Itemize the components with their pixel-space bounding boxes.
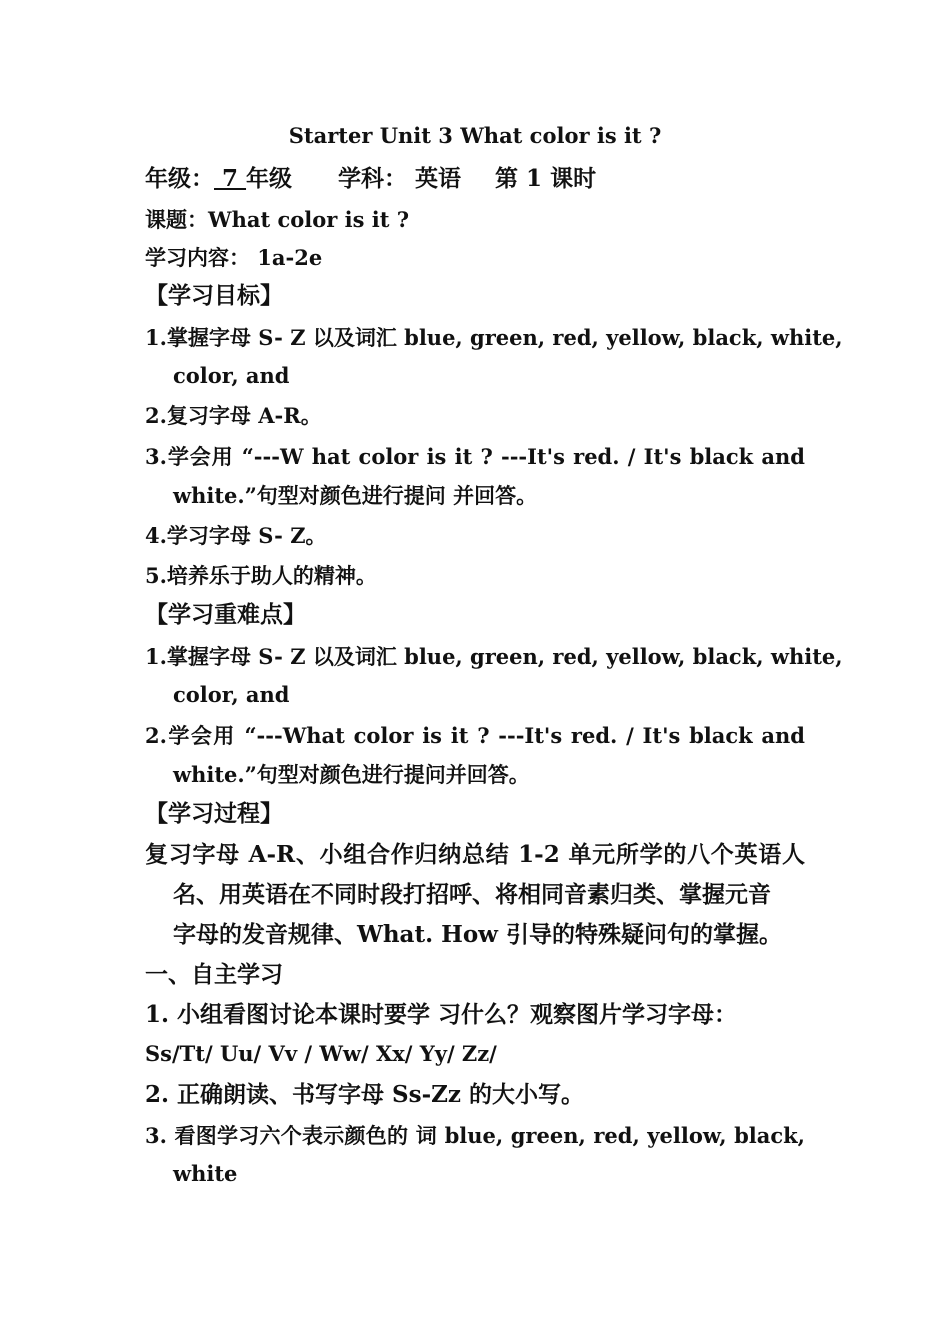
document-title: Starter Unit 3 What color is it ? [288, 123, 662, 148]
key-point-item: 2.学会用 “---What color is it ? ---It's red. / It's black and [145, 723, 805, 748]
topic-line: 课题：What color is it ? [145, 207, 410, 232]
goal-item-continued: color, and [173, 363, 290, 388]
goal-item-continued: white.”句型对颜色进行提问 并回答。 [173, 483, 538, 508]
goal-item: 4.学习字母 S- Z。 [145, 523, 327, 548]
info-line [145, 165, 596, 193]
step-item: 2. 正确朗读、书写字母 Ss-Zz 的大小写。 [145, 1081, 584, 1108]
review-paragraph-line: 名、用英语在不同时段打招呼、将相同音素归类、掌握元音 [173, 881, 771, 908]
review-paragraph-line: 复习字母 A-R、小组合作归纳总结 1-2 单元所学的八个英语人 [145, 841, 805, 868]
grade-label: 年级： [145, 165, 214, 192]
review-paragraph-line: 字母的发音规律、What. How 引导的特殊疑问句的掌握。 [173, 921, 782, 948]
key-point-item: 1.掌握字母 S- Z 以及词汇 blue, green, red, yellow, black, white, [145, 644, 843, 669]
step-item: 3. 看图学习六个表示颜色的 词 blue, green, red, yellow, black, [145, 1123, 805, 1148]
letters-line: Ss/Tt/ Uu/ Vv / Ww/ Xx/ Yy/ Zz/ [145, 1041, 497, 1066]
goal-item: 1.掌握字母 S- Z 以及词汇 blue, green, red, yellow, black, white, [145, 325, 843, 350]
section-heading: 一、自主学习 [145, 961, 283, 988]
grade-unit: 年级 [246, 165, 293, 192]
goals-heading: 【学习目标】 [145, 282, 283, 309]
content-line: 学习内容： 1a-2e [145, 245, 323, 270]
key-points-heading: 【学习重难点】 [145, 601, 306, 628]
goal-item: 3.学会用 “---W hat color is it ? ---It's red. / It's black and [145, 444, 805, 469]
subject-field: 学科： 英语 [338, 165, 462, 192]
grade-value: 7 [214, 165, 247, 192]
goal-item: 5.培养乐于助人的精神。 [145, 563, 377, 588]
goal-item: 2.复习字母 A-R。 [145, 403, 322, 428]
key-point-item-continued: color, and [173, 682, 290, 707]
process-heading: 【学习过程】 [145, 800, 283, 827]
key-point-item-continued: white.”句型对颜色进行提问并回答。 [173, 762, 530, 787]
period-field: 第 1 课时 [495, 165, 597, 192]
step-item: 1. 小组看图讨论本课时要学 习什么？观察图片学习字母： [145, 1001, 738, 1028]
step-item-continued: white [173, 1161, 238, 1186]
